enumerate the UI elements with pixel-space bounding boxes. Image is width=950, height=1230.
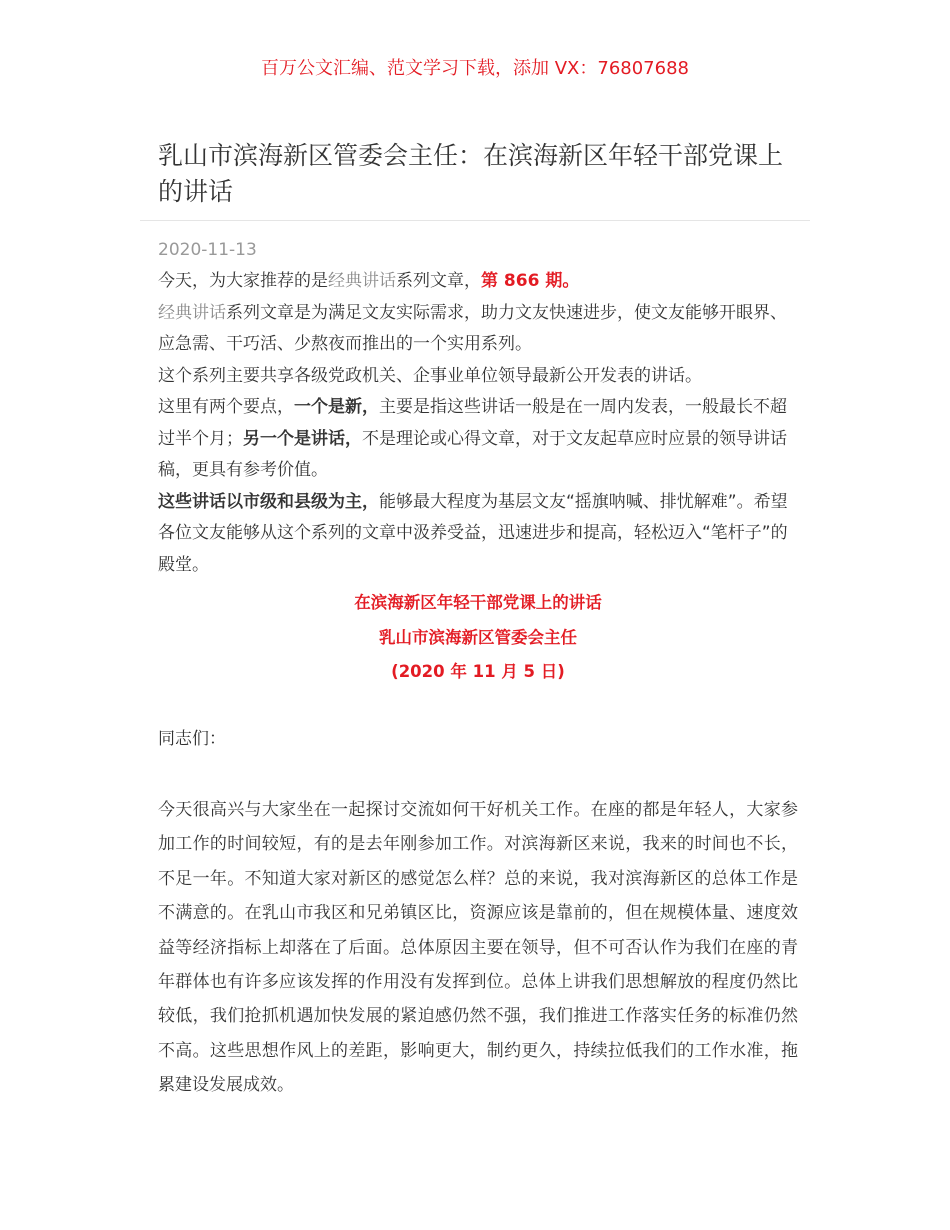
series-name: 经典讲话 <box>158 302 226 323</box>
key-point-new: 一个是新， <box>294 397 379 417</box>
intro-paragraph-2 <box>158 298 798 361</box>
promo-banner: 百万公文汇编、范文学习下载，添加 VX：76807688 <box>261 58 689 79</box>
intro-text: 今天，为大家推荐的是 <box>158 271 328 291</box>
issue-number: 第 866 期。 <box>481 271 580 291</box>
intro-paragraph-1 <box>158 266 798 298</box>
speech-paragraph-1: 今天很高兴与大家坐在一起探讨交流如何干好机关工作。在座的都是年轻人，大家参加工作的时间较短，有的是去年刚参加工作。对滨海新区来说，我来的时间也不长，不足一年。不知道大家对新区的感觉怎么样？总的来说，我对滨海新区的总体工作是不满意的。在乳山市我区和兄弟镇区比，资源应该是靠前的，但在规模体量、速度效益等经济指标上却落在了后面。总体原因主要在领导，但不可否认作为我们在座的青年群体也有许多应该发挥的作用没有发挥到位。总体上讲我们思想解放的程度仍然比较低，我们抢抓机遇加快发展的紧迫感仍然不强，我们推进工作落实任务的标准仍然不高。这些思想作风上的差距，影响更大，制约更久，持续拉低我们的工作水准，拖累建设发展成效。 <box>158 800 798 1096</box>
article-title: 乳山市滨海新区管委会主任：在滨海新区年轻干部党课上的讲话 <box>158 141 784 206</box>
intro-paragraph-5 <box>158 487 798 582</box>
intro-text: 这里有两个要点， <box>158 397 294 417</box>
intro-text: 不是理论或心得文章，对于文友起草应时应景的领导讲话稿，更具有参考价值。 <box>158 428 787 480</box>
key-point-level: 这些讲话以市级和县级为主， <box>158 491 379 512</box>
speech-heading: 在滨海新区年轻干部党课上的讲话 <box>354 593 602 612</box>
intro-text: 系列文章是为满足文友实际需求，助力文友快速进步，使文友能够开眼界、应急需、干巧活、少熬夜而推出的一个实用系列。 <box>158 302 787 354</box>
speech-header <box>158 586 798 690</box>
publish-date: 2020-11-13 <box>158 240 257 260</box>
speech-greeting: 同志们： <box>158 729 226 749</box>
intro-paragraph-4 <box>158 392 798 487</box>
intro-text: 能够最大程度为基层文友“摇旗呐喊、排忧解难”。希望各位文友能够从这个系列的文章中汲养受益，迅速进步和提高，轻松迈入“笔杆子”的殿堂。 <box>158 491 788 575</box>
speech-speaker: 乳山市滨海新区管委会主任 <box>379 627 577 647</box>
title-divider <box>140 220 810 221</box>
intro-paragraph-3: 这个系列主要共享各级党政机关、企事业单位领导最新公开发表的讲话。 <box>158 365 702 386</box>
intro-text: 系列文章， <box>396 271 481 291</box>
speech-date: (2020 年 11 月 5 日) <box>391 662 565 681</box>
intro-text: 主要是指这些讲话一般是在一周内发表，一般最长不超过半个月； <box>158 397 787 449</box>
intro-section <box>158 266 798 581</box>
series-name: 经典讲话 <box>328 271 396 291</box>
key-point-speech: 另一个是讲话， <box>243 428 362 449</box>
